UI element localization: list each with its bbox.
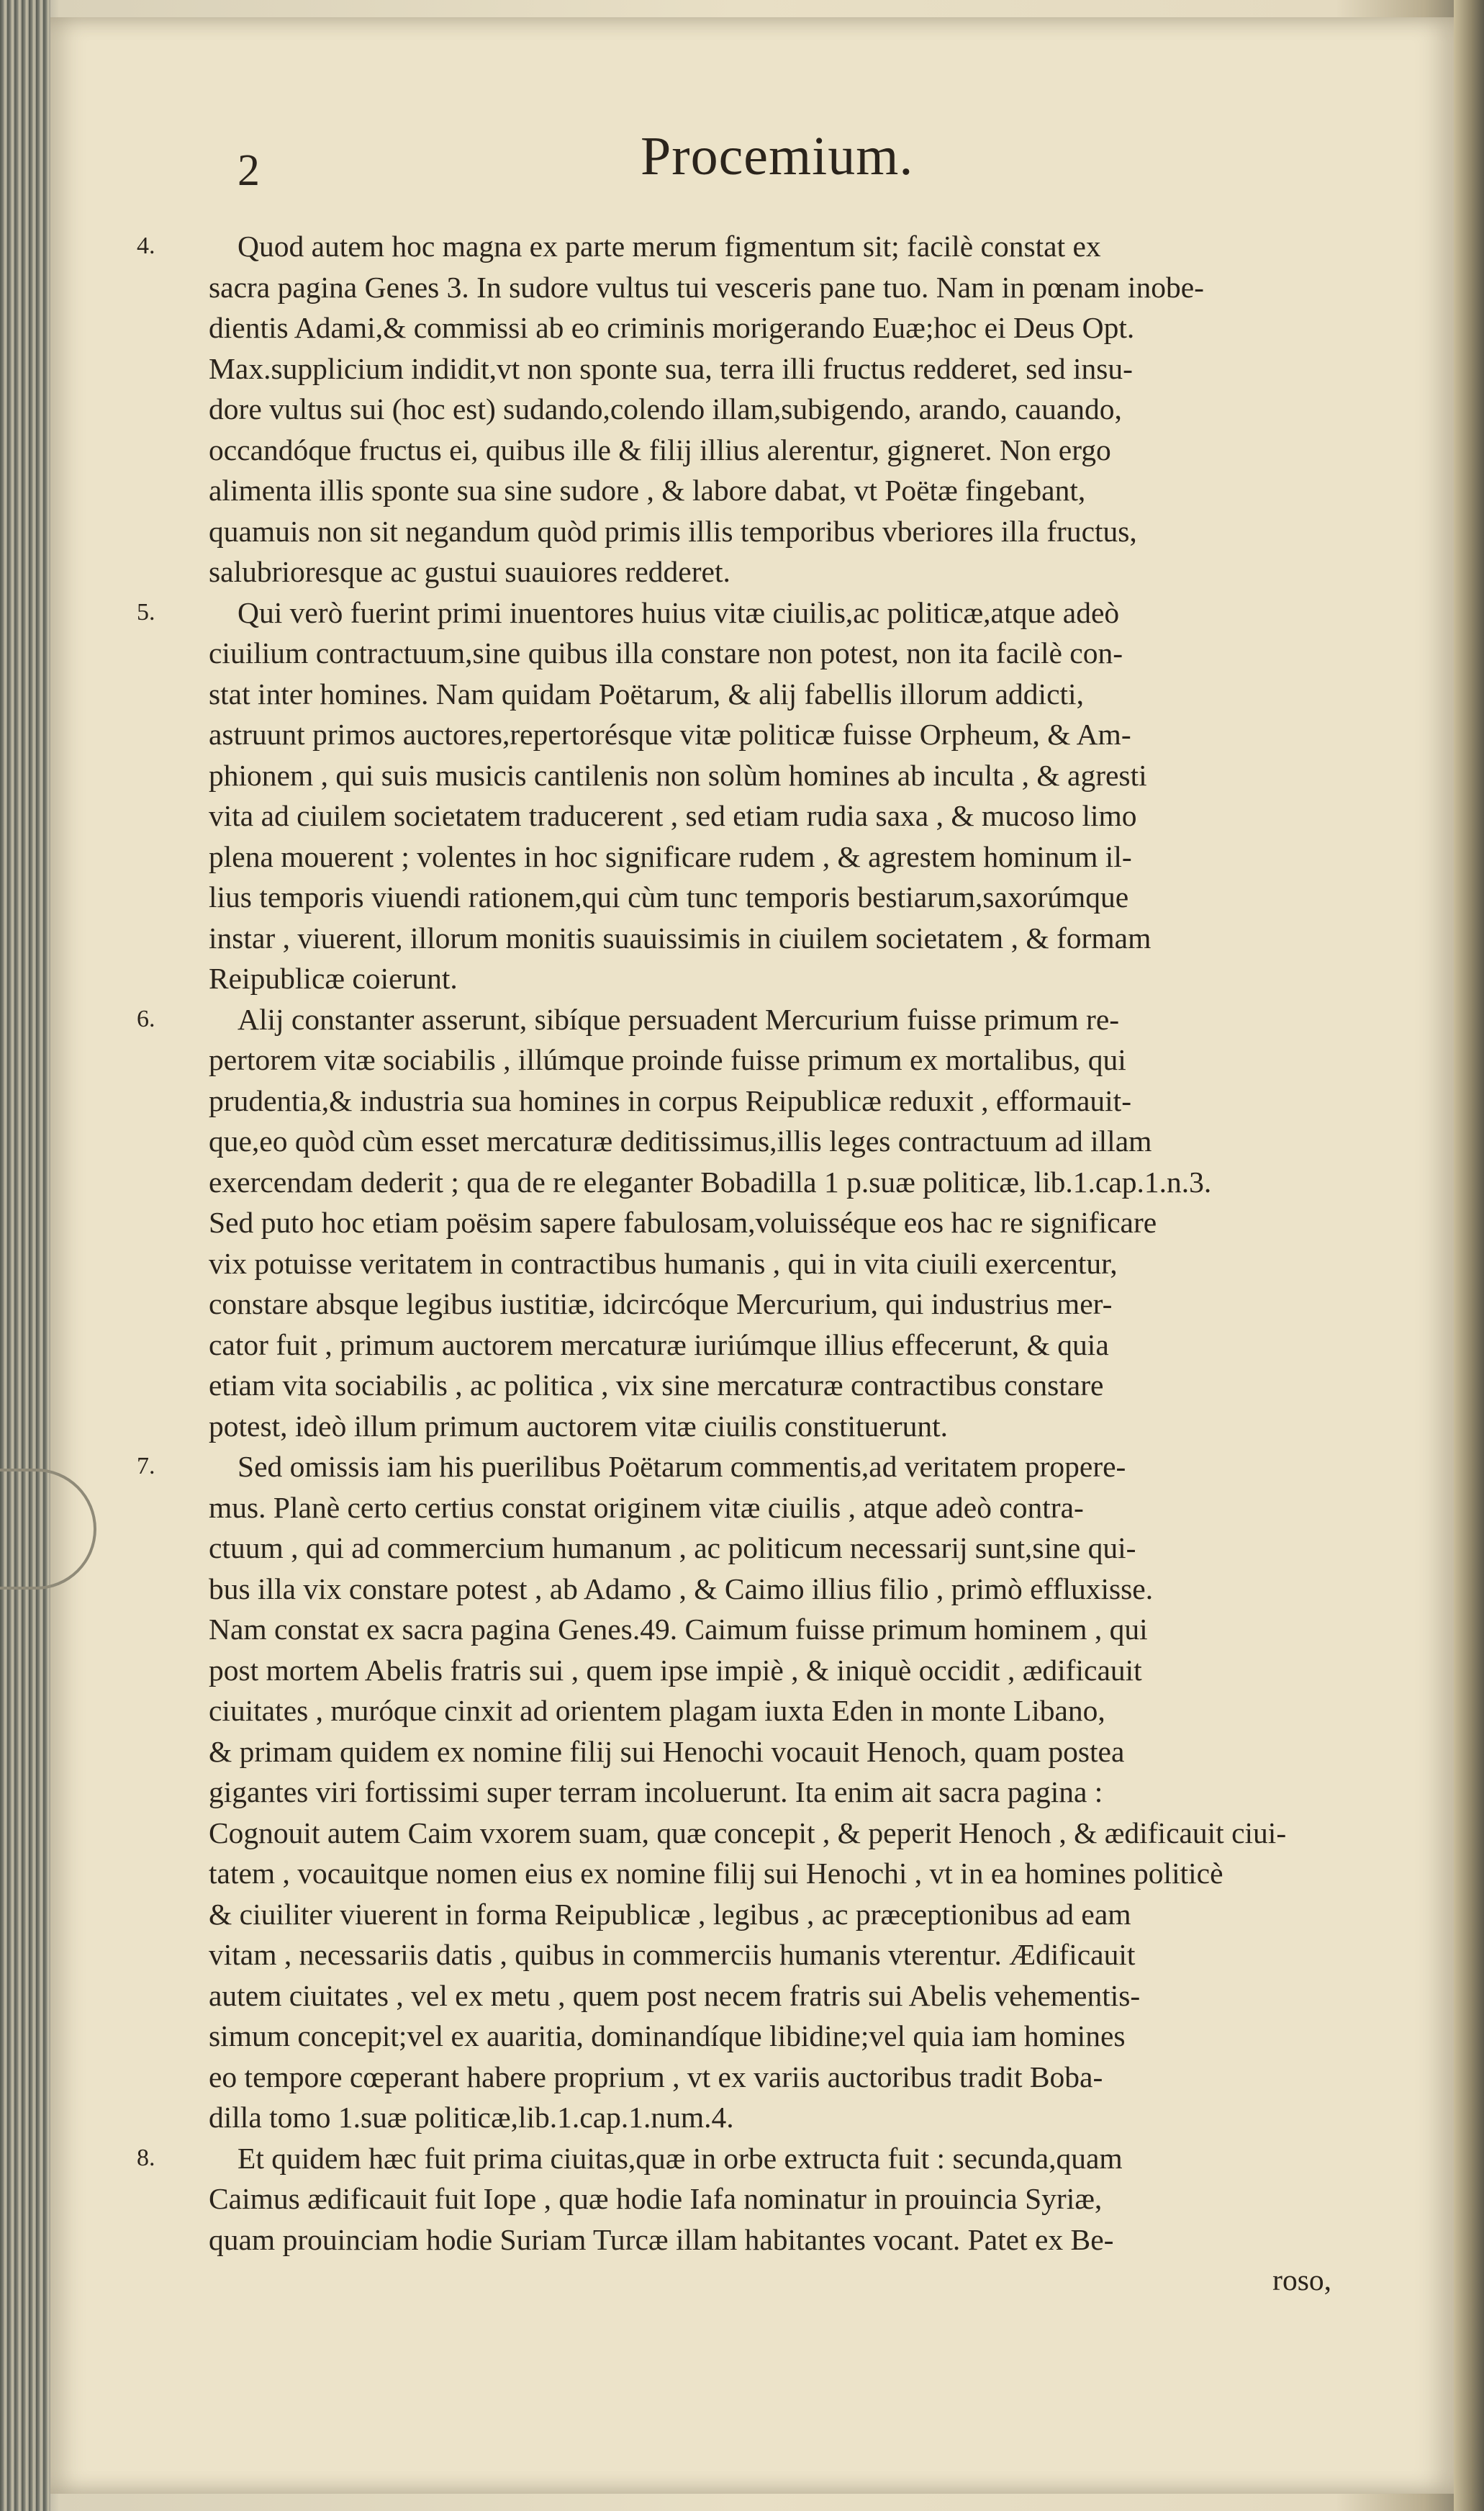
paragraph-number: 8. bbox=[137, 2144, 155, 2171]
text-line: mus. Planè certo certius constat originem vitæ ciuilis , atque adeò contra- bbox=[209, 1490, 1084, 1524]
text-line: cator fuit , primum auctorem mercaturæ iuriúmque illius effecerunt, & quia bbox=[209, 1327, 1109, 1361]
text-line: que,eo quòd cùm esset mercaturæ deditissimus,illis leges contractuum ad illam bbox=[209, 1124, 1152, 1158]
text-line: Quod autem hoc magna ex parte merum figmentum sit; facilè constat ex bbox=[237, 230, 1101, 263]
text-line: Qui verò fuerint primi inuentores huius vitæ ciuilis,ac politicæ,atque adeò bbox=[237, 595, 1120, 629]
text-line: alimenta illis sponte sua sine sudore , & labore dabat, vt Poëtæ fingebant, bbox=[209, 474, 1086, 507]
text-line: autem ciuitates , vel ex metu , quem post necem fratris sui Abelis vehementis- bbox=[209, 1978, 1141, 2012]
text-line: exercendam dederit ; qua de re eleganter Bobadilla 1 p.suæ politicæ, lib.1.cap.1.n.3. bbox=[209, 1165, 1212, 1199]
text-line: dore vultus sui (hoc est) sudando,colendo illam,subigendo, arando, cauando, bbox=[209, 392, 1122, 425]
body-text bbox=[137, 226, 1331, 2301]
text-line: vitam , necessariis datis , quibus in commerciis humanis vterentur. Ædificauit bbox=[209, 1938, 1136, 1971]
book-page-stack-edge bbox=[0, 0, 50, 2511]
text-line: gigantes viri fortissimi super terram incoluerunt. Ita enim ait sacra pagina : bbox=[209, 1775, 1103, 1808]
paragraph-7 bbox=[137, 1446, 1331, 2138]
text-line: lius temporis viuendi rationem,qui cùm tunc temporis bestiarum,saxorúmque bbox=[209, 880, 1129, 914]
page-number: 2 bbox=[237, 146, 260, 195]
paragraph-number: 4. bbox=[137, 233, 155, 259]
text-line: phionem , qui suis musicis cantilenis non solùm homines ab inculta , & agresti bbox=[209, 758, 1147, 792]
text-line: vix potuisse veritatem in contractibus humanis , qui in vita ciuili exercentur, bbox=[209, 1246, 1118, 1280]
text-line: stat inter homines. Nam quidam Poëtarum, & alij fabellis illorum addicti, bbox=[209, 677, 1084, 711]
text-line: Et quidem hæc fuit prima ciuitas,quæ in orbe extructa fuit : secunda,quam bbox=[237, 2141, 1123, 2175]
text-line: quamuis non sit negandum quòd primis illis temporibus vberiores illa fructus, bbox=[209, 514, 1137, 548]
paragraph-number: 7. bbox=[137, 1453, 155, 1479]
paragraph-number: 5. bbox=[137, 598, 155, 626]
text-line: & primam quidem ex nomine filij sui Henochi vocauit Henoch, quam postea bbox=[209, 1734, 1125, 1768]
running-head bbox=[209, 118, 1331, 204]
text-line: vita ad ciuilem societatem traducerent , sed etiam rudia saxa , & mucoso limo bbox=[209, 799, 1137, 832]
text-line: dilla tomo 1.suæ politicæ,lib.1.cap.1.num.4. bbox=[209, 2101, 734, 2134]
text-line: ctuum , qui ad commercium humanum , ac politicum necessarij sunt,sine qui- bbox=[209, 1531, 1136, 1564]
text-line: post mortem Abelis fratris sui , quem ipse impiè , & iniquè occidit , ædificauit bbox=[209, 1653, 1142, 1687]
text-line: prudentia,& industria sua homines in corpus Reipublicæ reduxit , efformauit- bbox=[209, 1083, 1132, 1117]
text-line: Caimus ædificauit fuit Iope , quæ hodie Iafa nominatur in prouincia Syriæ, bbox=[209, 2182, 1103, 2215]
text-line: potest, ideò illum primum auctorem vitæ ciuilis constituerunt. bbox=[209, 1409, 948, 1443]
text-line: etiam vita sociabilis , ac politica , vix sine mercaturæ contractibus constare bbox=[209, 1369, 1104, 1402]
text-line: sacra pagina Genes 3. In sudore vultus tui vesceris pane tuo. Nam in pœnam inobe- bbox=[209, 270, 1204, 304]
text-line: Max.supplicium indidit,vt non sponte sua, terra illi fructus redderet, sed insu- bbox=[209, 351, 1133, 385]
text-line: simum concepit;vel ex auaritia, dominandíque libidine;vel quia iam homines bbox=[209, 2019, 1126, 2052]
text-line: pertorem vitæ sociabilis , illúmque proinde fuisse primum ex mortalibus, qui bbox=[209, 1043, 1126, 1076]
paragraph-6 bbox=[137, 999, 1331, 1447]
document-page bbox=[50, 17, 1454, 2494]
text-line: salubrioresque ac gustui suauiores redderet. bbox=[209, 555, 730, 588]
book-binding-edge bbox=[1454, 0, 1484, 2511]
text-line: tatem , vocauitque nomen eius ex nomine filij sui Henochi , vt in ea homines politicè bbox=[209, 1857, 1223, 1890]
text-line: constare absque legibus iustitiæ, idcircóque Mercurium, qui industrius mer- bbox=[209, 1287, 1113, 1320]
text-line: dientis Adami,& commissi ab eo criminis morigerando Euæ;hoc ei Deus Opt. bbox=[209, 311, 1135, 344]
text-line: astruunt primos auctores,repertorésque vitæ politicæ fuisse Orpheum, & Am- bbox=[209, 718, 1131, 751]
text-line: Nam constat ex sacra pagina Genes.49. Caimum fuisse primum hominem , qui bbox=[209, 1613, 1148, 1646]
paragraph-4 bbox=[137, 226, 1331, 592]
catchword: roso, bbox=[1272, 2263, 1331, 2296]
text-line: plena mouerent ; volentes in hoc significare rudem , & agrestem hominum il- bbox=[209, 839, 1132, 873]
text-line: Reipublicæ coierunt. bbox=[209, 962, 458, 995]
text-line: ciuitates , muróque cinxit ad orientem plagam iuxta Eden in monte Libano, bbox=[209, 1694, 1105, 1727]
text-line: eo tempore cœperant habere proprium , vt ex variis auctoribus tradit Boba- bbox=[209, 2060, 1103, 2093]
text-line: Alij constanter asserunt, sibíque persuadent Mercurium fuisse primum re- bbox=[237, 1002, 1120, 1036]
paragraph-number: 6. bbox=[137, 1005, 155, 1032]
text-line: ciuilium contractuum,sine quibus illa constare non potest, non ita facilè con- bbox=[209, 636, 1123, 670]
text-line: & ciuiliter viuerent in forma Reipublicæ , legibus , ac præceptionibus ad eam bbox=[209, 1897, 1131, 1931]
text-line: Cognouit autem Caim vxorem suam, quæ concepit , & peperit Henoch , & ædificauit ciui- bbox=[209, 1816, 1287, 1849]
text-line: occandóque fructus ei, quibus ille & filij illius alerentur, gigneret. Non ergo bbox=[209, 433, 1111, 466]
paragraph-8 bbox=[137, 2138, 1331, 2260]
text-line: Sed puto hoc etiam poësim sapere fabulosam,voluisséque eos hac re significare bbox=[209, 1206, 1157, 1239]
text-line: bus illa vix constare potest , ab Adamo , & Caimo illius filio , primò effluxisse. bbox=[209, 1572, 1154, 1605]
paragraph-5 bbox=[137, 592, 1331, 999]
text-line: instar , viuerent, illorum monitis suauissimis in ciuilem societatem , & formam bbox=[209, 921, 1152, 955]
text-line: quam prouinciam hodie Suriam Turcæ illam habitantes vocant. Patet ex Be- bbox=[209, 2222, 1114, 2256]
text-line: Sed omissis iam his puerilibus Poëtarum commentis,ad veritatem propere- bbox=[237, 1450, 1126, 1483]
page-title: Procemium. bbox=[641, 126, 914, 186]
